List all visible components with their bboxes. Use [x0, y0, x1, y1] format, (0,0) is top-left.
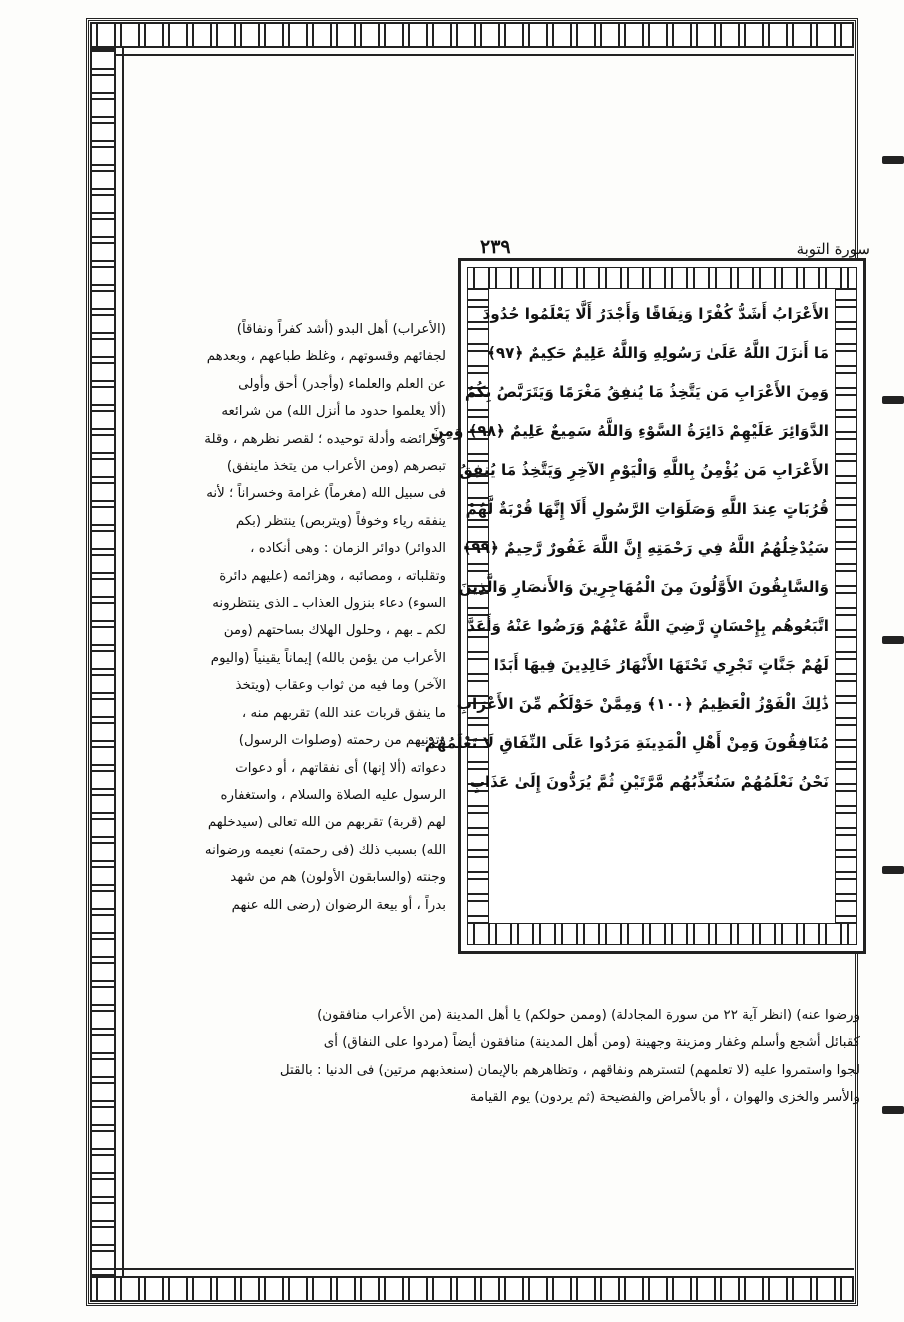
- frame-rule-bottom: [116, 1268, 854, 1270]
- quran-text-box: [424, 258, 866, 954]
- frame-rule-top: [116, 54, 854, 56]
- ornamental-border-left: [90, 48, 116, 1276]
- quran-line: الأَعْرَابُ أَشَدُّ كُفْرًا وَنِفَاقًا وَأَجْدَرُ أَلَّا يَعْلَمُوا حُدُودَ: [482, 305, 829, 323]
- tafsir-line: الله) بسبب ذلك (فى رحمته) نعيمه ورضوانه: [204, 842, 446, 858]
- tafsir-line: وجنته (والسابقون الأولون) هم من شهد: [230, 870, 446, 886]
- tafsir-line: لهم (قربة) تقربهم من الله تعالى (سيدخلهم: [207, 815, 446, 831]
- tafsir-line: ورضوا عنه) (انظر آية ٢٢ من سورة المجادلة) (وممن حولكم) يا أهل المدينة (من الأعراب منافقون): [317, 1008, 860, 1023]
- sura-title: سورة التوبة: [796, 240, 870, 258]
- tafsir-line: ينفقه رياء وخوفاً (ويتربص) ينتظر (بكم: [235, 513, 446, 529]
- ornamental-border-bottom: [90, 1276, 854, 1302]
- quran-line: لَهُمْ جَنَّاتٍ تَجْرِي تَحْتَهَا الأَنْهَارُ خَالِدِينَ فِيهَا أَبَدًا: [493, 656, 829, 674]
- tafsir-line: وتقلباته ، ومصائبه ، وهزائمه (عليهم دائرة: [219, 568, 446, 584]
- quran-line: اتَّبَعُوهُم بِإِحْسَانٍ رَّضِيَ اللَّهُ عَنْهُمْ وَرَضُوا عَنْهُ وَأَعَدَّ: [467, 617, 829, 635]
- tafsir-column: [136, 316, 446, 1002]
- margin-tick-mark: [882, 396, 904, 404]
- ornamental-border-top: [90, 22, 854, 48]
- quran-verses: [424, 295, 829, 917]
- tafsir-line: لجوا واستمروا عليه (لا تعلمهم) لتسترهم ونفاقهم ، وتظاهرهم بالإيمان (سنعذبهم مرتين) فى الدنيا : بالقتل: [279, 1062, 860, 1078]
- quran-box-border-top: [467, 267, 857, 289]
- tafsir-line: ما ينفق قربات عند الله) تقربهم منه ،: [241, 705, 446, 721]
- tafsir-line: السوء) دعاء بنزول العذاب ـ الذى ينتظرونه: [212, 596, 446, 612]
- quran-line: سَيُدْخِلُهُمُ اللَّهُ فِي رَحْمَتِهِ إِنَّ اللَّهَ غَفُورٌ رَّحِيمٌ ﴿٩٩﴾: [462, 539, 829, 557]
- tafsir-line: (ألا يعلموا حدود ما أنزل الله) من شرائعه: [221, 404, 446, 420]
- tafsir-line: الرسول عليه الصلاة والسلام ، واستغفاره: [220, 787, 446, 803]
- quran-line: وَالسَّابِقُونَ الأَوَّلُونَ مِنَ الْمُهَاجِرِينَ وَالأَنصَارِ وَالَّذِينَ: [458, 578, 829, 596]
- tafsir-line: تبصرهم (ومن الأعراب من يتخذ ماينفق): [226, 459, 446, 475]
- tafsir-line: (الأعراب) أهل البدو (أشد كفراً ونفاقاً): [236, 322, 446, 337]
- quran-box-border-right: [835, 289, 857, 923]
- page-number: ٢٣٩: [480, 236, 511, 258]
- tafsir-line: لجفائهم وقسوتهم ، وغلظ طباعهم ، وبعدهم: [206, 349, 446, 365]
- quran-line: قُرُبَاتٍ عِندَ اللَّهِ وَصَلَوَاتِ الرَّسُولِ أَلَا إِنَّهَا قُرْبَةٌ لَّهُمْ: [465, 500, 829, 518]
- quran-line: مُنَافِقُونَ وَمِنْ أَهْلِ الْمَدِينَةِ مَرَدُوا عَلَى النِّفَاقِ لَا تَعْلَمُهُمْ: [424, 734, 829, 752]
- quran-line: نَحْنُ نَعْلَمُهُمْ سَنُعَذِّبُهُم مَّرَّتَيْنِ ثُمَّ يُرَدُّونَ إِلَىٰ عَذَابٍ: [469, 773, 829, 791]
- tafsir-line: دعواته (ألا إنها) أى نفقاتهم ، أو دعوات: [235, 760, 446, 776]
- tafsir-line: الدوائر) دوائر الزمان : وهى أنكاده ،: [250, 541, 446, 557]
- tafsir-line: كقبائل أشجع وأسلم وغفار ومزينة وجهينة (ومن أهل المدينة) منافقون أيضاً (مردوا على النفاق) أى: [323, 1035, 860, 1051]
- tafsir-line: الأعراب من يؤمن بالله) إيماناً يقينياً (واليوم: [210, 650, 446, 666]
- page-header: [480, 236, 870, 258]
- tafsir-line: بدراً ، أو بيعة الرضوان (رضى الله عنهم: [231, 897, 446, 913]
- quran-line: الأَعْرَابِ مَن يُؤْمِنُ بِاللَّهِ وَالْيَوْمِ الآخِرِ وَيَتَّخِذُ مَا يُنفِقُ: [459, 461, 829, 479]
- tafsir-line: فى سبيل الله (مغرماً) غرامة وخسراناً ؛ لأنه: [206, 486, 446, 502]
- tafsir-line: لكم ـ بهم ، وحلول الهلاك بساحتهم (ومن: [223, 623, 446, 639]
- tafsir-full-width: [160, 1002, 860, 1152]
- quran-line: ذَٰلِكَ الْفَوْزُ الْعَظِيمُ ﴿١٠٠﴾ وَمِمَّنْ حَوْلَكُم مِّنَ الأَعْرَابِ: [456, 695, 829, 713]
- margin-tick-mark: [882, 156, 904, 164]
- quran-line: وَمِنَ الأَعْرَابِ مَن يَتَّخِذُ مَا يُنفِقُ مَغْرَمًا وَيَتَرَبَّصُ بِكُمُ: [464, 383, 829, 401]
- margin-tick-mark: [882, 636, 904, 644]
- tafsir-line: والأسر والخزى والهوان ، أو بالأمراض والفضيحة (ثم يردون) يوم القيامة: [469, 1090, 860, 1106]
- quran-line: الدَّوَائِرَ عَلَيْهِمْ دَائِرَةُ السَّوْءِ وَاللَّهُ سَمِيعٌ عَلِيمٌ ﴿٩٨﴾ وَمِنَ: [430, 422, 829, 440]
- tafsir-line: وفرائضه وأدلة توحيده ؛ لقصر نظرهم ، وقلة: [204, 431, 446, 447]
- tafsir-line: عن العلم والعلماء (وأجدر) أحق وأولى: [238, 376, 446, 392]
- margin-tick-mark: [882, 866, 904, 874]
- quran-box-border-bottom: [467, 923, 857, 945]
- margin-tick-mark: [882, 1106, 904, 1114]
- tafsir-line: الآخر) وما فيه من ثواب وعقاب (ويتخذ: [235, 678, 446, 694]
- quran-line: مَا أَنزَلَ اللَّهُ عَلَىٰ رَسُولِهِ وَاللَّهُ عَلِيمٌ حَكِيمٌ ﴿٩٧﴾: [487, 344, 829, 362]
- tafsir-line: وتدنيهم من رحمته (وصلوات الرسول): [238, 733, 446, 749]
- frame-rule-left: [122, 48, 124, 1276]
